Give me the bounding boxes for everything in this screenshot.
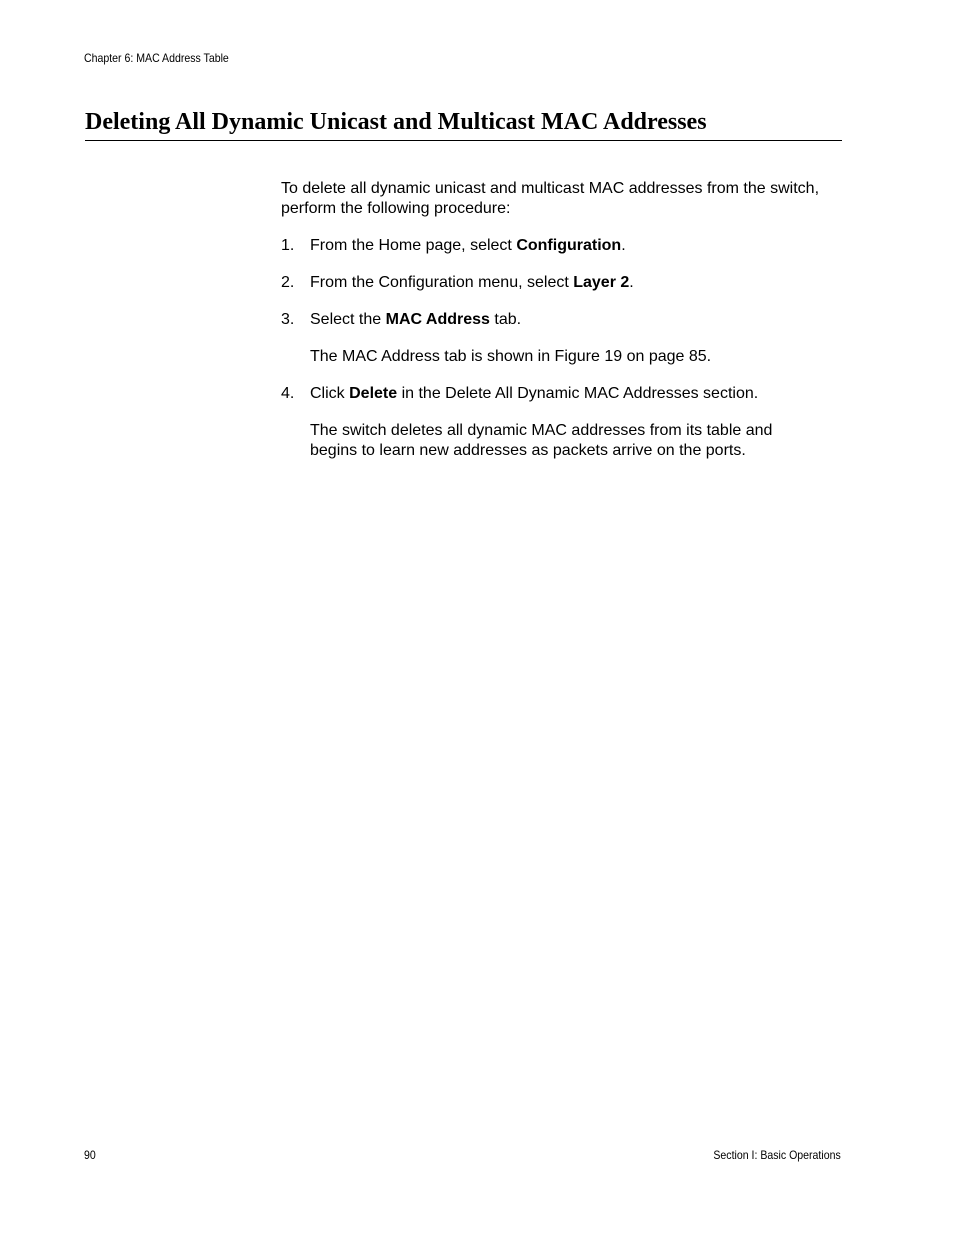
running-header: Chapter 6: MAC Address Table <box>84 51 229 65</box>
step-number: 4. <box>281 385 295 402</box>
step-number: 3. <box>281 311 295 328</box>
step-item <box>281 236 821 256</box>
step-item <box>281 273 821 293</box>
step-text-lead: From the Home page, select <box>310 237 517 254</box>
procedure-steps <box>281 236 821 461</box>
step-text-tail: . <box>621 237 626 254</box>
step-text <box>310 273 821 293</box>
step-text <box>310 236 821 256</box>
step-ui-term: MAC Address <box>385 311 490 328</box>
step-ui-term: Configuration <box>516 237 622 254</box>
footer-section-name: Section I: Basic Operations <box>713 1148 841 1162</box>
step-text-tail: . <box>629 274 634 291</box>
step-ui-term: Layer 2 <box>573 274 630 291</box>
step-note: The switch deletes all dynamic MAC addresses from its table and begins to learn new addresses as packets arrive on the ports. <box>310 422 773 459</box>
step-number: 2. <box>281 274 295 291</box>
step-item <box>281 384 821 461</box>
step-text-lead: Select the <box>310 311 386 328</box>
page-number: 90 <box>84 1148 96 1162</box>
step-item <box>281 310 821 367</box>
body-text <box>281 179 821 478</box>
intro-paragraph: To delete all dynamic unicast and multicast MAC addresses from the switch, perform the following procedure: <box>281 180 820 217</box>
step-ui-term: Delete <box>349 385 398 402</box>
step-text-tail: in the Delete All Dynamic MAC Addresses section. <box>397 385 759 402</box>
step-text <box>310 310 821 330</box>
step-text-lead: Click <box>310 385 350 402</box>
section-title: Deleting All Dynamic Unicast and Multicast MAC Addresses <box>85 108 842 141</box>
step-note: The MAC Address tab is shown in Figure 19 on page 85. <box>310 348 712 365</box>
step-text <box>310 384 821 404</box>
step-text-tail: tab. <box>489 311 522 328</box>
step-number: 1. <box>281 237 295 254</box>
step-text-lead: From the Configuration menu, select <box>310 274 574 291</box>
